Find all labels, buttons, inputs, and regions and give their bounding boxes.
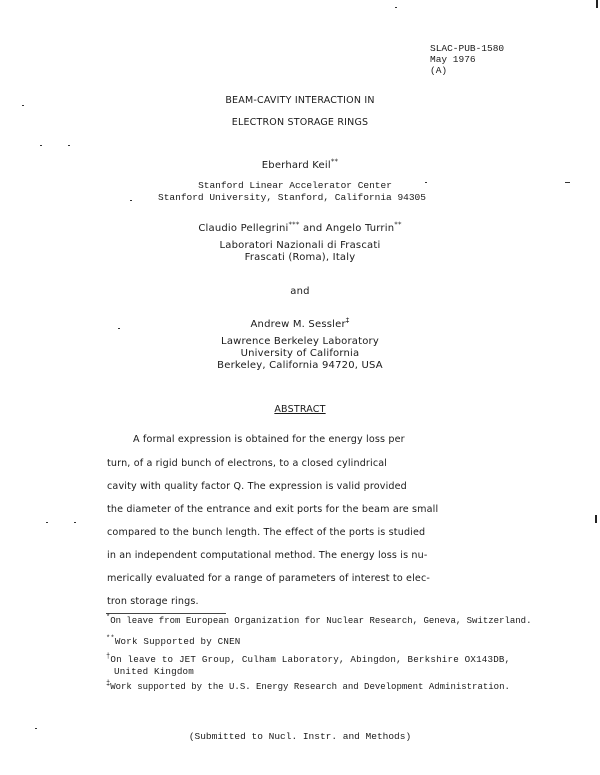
report-id: SLAC-PUB-1580 xyxy=(430,43,505,54)
scan-edge-mark-right xyxy=(595,515,597,523)
author-3-name: Angelo Turrin xyxy=(325,223,395,234)
abstract-line-5: compared to the bunch length. The effect of the ports is studied xyxy=(107,527,426,538)
footnote-2-mark: ** xyxy=(106,634,115,643)
abstract-line-4: the diameter of the entrance and exit ports for the beam are small xyxy=(107,504,439,515)
scan-speck xyxy=(35,728,37,729)
scan-edge-mark-top xyxy=(596,0,598,8)
scan-speck xyxy=(565,182,570,183)
scan-speck xyxy=(118,328,120,329)
footnote-4 xyxy=(106,682,510,692)
scan-speck xyxy=(130,200,132,201)
footnote-3 xyxy=(106,654,510,665)
scan-speck xyxy=(425,182,427,183)
affiliation-3-line-2: University of California xyxy=(240,348,360,359)
author-1 xyxy=(0,157,600,171)
footnote-4-text: Work supported by the U.S. Energy Research and Development Administration. xyxy=(110,682,510,692)
title-line-2: ELECTRON STORAGE RINGS xyxy=(231,117,369,128)
footnote-3-mark: † xyxy=(106,652,111,661)
report-header xyxy=(430,43,504,76)
author-2-mark: *** xyxy=(288,220,300,229)
footnote-4-mark: ‡ xyxy=(106,680,111,688)
scan-speck xyxy=(46,522,48,523)
affiliation-3-line-3: Berkeley, California 94720, USA xyxy=(217,360,383,371)
scan-speck xyxy=(40,145,42,146)
footnote-1-mark: * xyxy=(106,614,111,622)
author-3-mark: ** xyxy=(394,220,402,229)
author-1-name: Eberhard Keil xyxy=(261,160,331,171)
footnote-1-text: On leave from European Organization for Nuclear Research, Geneva, Switzerland. xyxy=(110,616,532,626)
footnote-2-text: Work Supported by CNEN xyxy=(114,636,241,647)
abstract-line-3: cavity with quality factor Q. The expression is valid provided xyxy=(107,481,407,492)
abstract-line-8: tron storage rings. xyxy=(107,596,199,607)
abstract-line-6: in an independent computational method. The energy loss is nu- xyxy=(107,550,428,561)
affiliation-3-line-1: Lawrence Berkeley Laboratory xyxy=(221,336,379,347)
affiliation-2-line-2: Frascati (Roma), Italy xyxy=(244,252,356,263)
author-2-line xyxy=(0,220,600,234)
scan-speck xyxy=(68,145,70,146)
author-joiner: and xyxy=(302,223,323,234)
affiliation-1-line-2: Stanford University, Stanford, California 94305 xyxy=(158,192,426,203)
title-line-1: BEAM-CAVITY INTERACTION IN xyxy=(225,95,375,106)
author-4-mark: ‡ xyxy=(345,316,350,325)
scan-speck xyxy=(22,105,24,106)
abstract-heading: ABSTRACT xyxy=(274,404,326,415)
report-code: (A) xyxy=(430,65,448,76)
abstract-line-2: turn, of a rigid bunch of electrons, to a closed cylindrical xyxy=(107,458,388,469)
scan-speck xyxy=(395,7,397,8)
footnote-rule xyxy=(106,613,226,614)
author-1-mark: ** xyxy=(330,157,339,166)
author-2-name: Claudio Pellegrini xyxy=(198,223,289,234)
scan-speck xyxy=(74,522,76,523)
submitted-note: (Submitted to Nucl. Instr. and Methods) xyxy=(188,731,412,742)
footnote-3-text: On leave to JET Group, Culham Laboratory, Abingdon, Berkshire OX143DB, xyxy=(110,654,511,665)
author-4-name: Andrew M. Sessler xyxy=(250,319,346,330)
affiliation-2-line-1: Laboratori Nazionali di Frascati xyxy=(219,240,381,251)
author-4 xyxy=(0,316,600,330)
affiliation-1-line-1: Stanford Linear Accelerator Center xyxy=(198,180,392,191)
report-date: May 1976 xyxy=(430,54,476,65)
footnote-3-line-2: United Kingdom xyxy=(114,666,194,677)
and-word: and xyxy=(290,286,310,297)
abstract-line-1: A formal expression is obtained for the energy loss per xyxy=(133,434,405,445)
footnote-2 xyxy=(106,636,241,647)
footnote-1 xyxy=(106,616,531,626)
abstract-line-7: merically evaluated for a range of parameters of interest to elec- xyxy=(107,573,431,584)
